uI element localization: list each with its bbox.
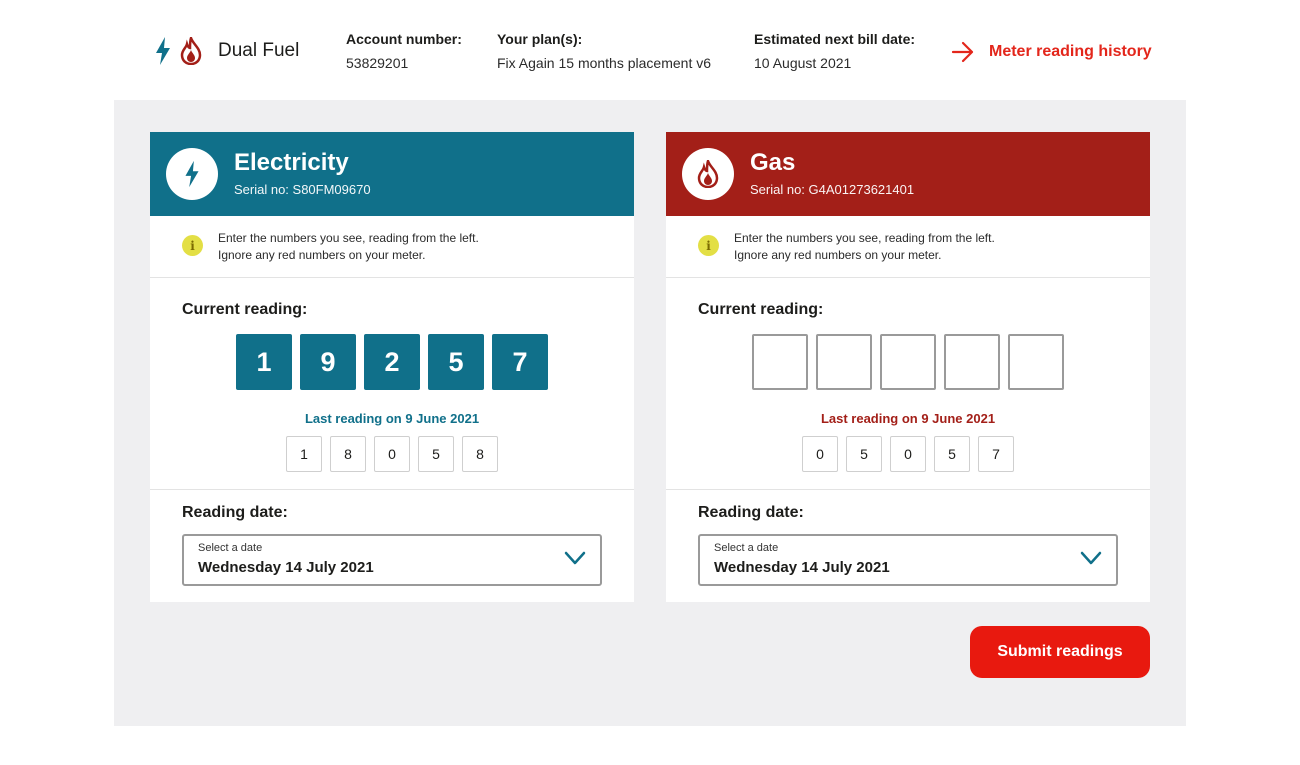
gas-info-text bbox=[734, 230, 995, 264]
last-reading-digit: 5 bbox=[846, 436, 882, 472]
electricity-title: Electricity bbox=[234, 149, 349, 176]
electricity-date-section bbox=[150, 490, 634, 602]
account-header bbox=[0, 0, 1300, 100]
reading-digit-input[interactable] bbox=[816, 334, 872, 390]
info-line: Ignore any red numbers on your meter. bbox=[734, 248, 942, 262]
electricity-info-text bbox=[218, 230, 479, 264]
electricity-badge bbox=[166, 148, 218, 200]
gas-badge bbox=[682, 148, 734, 200]
select-hint: Select a date bbox=[198, 542, 263, 554]
brand bbox=[152, 36, 299, 66]
reading-digit-input[interactable] bbox=[1008, 334, 1064, 390]
select-value: Wednesday 14 July 2021 bbox=[198, 559, 374, 576]
plan-info bbox=[497, 31, 711, 71]
account-number-label: Account number: bbox=[346, 31, 462, 47]
lightning-bolt-icon bbox=[181, 160, 203, 188]
last-reading-digit: 8 bbox=[462, 436, 498, 472]
lightning-bolt-icon bbox=[152, 36, 174, 66]
brand-title: Dual Fuel bbox=[218, 40, 300, 61]
gas-last-digits bbox=[802, 436, 1022, 472]
electricity-card bbox=[150, 132, 634, 602]
arrow-right-icon bbox=[951, 41, 975, 63]
current-reading-label: Current reading: bbox=[698, 301, 824, 318]
account-number bbox=[346, 31, 462, 71]
electricity-reading-section bbox=[150, 278, 634, 490]
gas-reading-section bbox=[666, 278, 1150, 490]
gas-card bbox=[666, 132, 1150, 602]
account-number-value: 53829201 bbox=[346, 55, 409, 71]
reading-digit-input[interactable]: 5 bbox=[428, 334, 484, 390]
gas-date-section bbox=[666, 490, 1150, 602]
info-line: Enter the numbers you see, reading from the left. bbox=[218, 231, 479, 245]
reading-digit-input[interactable] bbox=[944, 334, 1000, 390]
electricity-current-digits bbox=[236, 334, 556, 390]
info-line: Enter the numbers you see, reading from the left. bbox=[734, 231, 995, 245]
gas-serial: Serial no: G4A01273621401 bbox=[750, 182, 915, 197]
reading-date-label: Reading date: bbox=[698, 504, 804, 521]
gas-date-select[interactable] bbox=[698, 534, 1118, 586]
info-icon: i bbox=[698, 235, 719, 256]
last-reading-digit: 0 bbox=[374, 436, 410, 472]
last-reading-digit: 7 bbox=[978, 436, 1014, 472]
last-reading-digit: 0 bbox=[802, 436, 838, 472]
reading-digit-input[interactable] bbox=[880, 334, 936, 390]
info-line: Ignore any red numbers on your meter. bbox=[218, 248, 426, 262]
current-reading-label: Current reading: bbox=[182, 301, 308, 318]
last-reading-digit: 0 bbox=[890, 436, 926, 472]
submit-readings-button[interactable]: Submit readings bbox=[970, 626, 1150, 678]
plan-value: Fix Again 15 months placement v6 bbox=[497, 55, 712, 71]
flame-icon bbox=[697, 160, 719, 188]
reading-digit-input[interactable]: 2 bbox=[364, 334, 420, 390]
last-reading-digit: 5 bbox=[934, 436, 970, 472]
last-reading-label: Last reading on 9 June 2021 bbox=[304, 411, 480, 426]
select-value: Wednesday 14 July 2021 bbox=[714, 559, 890, 576]
reading-digit-input[interactable]: 7 bbox=[492, 334, 548, 390]
plan-label: Your plan(s): bbox=[497, 31, 583, 47]
last-reading-label: Last reading on 9 June 2021 bbox=[820, 411, 996, 426]
gas-title: Gas bbox=[750, 149, 796, 176]
reading-digit-input[interactable]: 9 bbox=[300, 334, 356, 390]
meter-reading-history-link[interactable] bbox=[951, 41, 1152, 63]
next-bill-value: 10 August 2021 bbox=[754, 55, 852, 71]
electricity-last-digits bbox=[286, 436, 506, 472]
electricity-info bbox=[150, 216, 634, 278]
reading-digit-input[interactable]: 1 bbox=[236, 334, 292, 390]
info-icon: i bbox=[182, 235, 203, 256]
electricity-serial: Serial no: S80FM09670 bbox=[234, 182, 371, 197]
last-reading-digit: 8 bbox=[330, 436, 366, 472]
electricity-card-header bbox=[150, 132, 634, 216]
flame-icon bbox=[180, 37, 202, 65]
gas-card-header bbox=[666, 132, 1150, 216]
reading-digit-input[interactable] bbox=[752, 334, 808, 390]
last-reading-digit: 5 bbox=[418, 436, 454, 472]
chevron-down-icon bbox=[1080, 550, 1102, 566]
electricity-date-select[interactable] bbox=[182, 534, 602, 586]
select-hint: Select a date bbox=[714, 542, 779, 554]
gas-current-digits bbox=[752, 334, 1072, 390]
reading-date-label: Reading date: bbox=[182, 504, 288, 521]
readings-panel bbox=[114, 100, 1186, 726]
next-bill-label: Estimated next bill date: bbox=[754, 31, 916, 47]
chevron-down-icon bbox=[564, 550, 586, 566]
gas-info bbox=[666, 216, 1150, 278]
last-reading-digit: 1 bbox=[286, 436, 322, 472]
next-bill-date bbox=[754, 31, 915, 71]
meter-reading-history-label: Meter reading history bbox=[989, 43, 1152, 60]
